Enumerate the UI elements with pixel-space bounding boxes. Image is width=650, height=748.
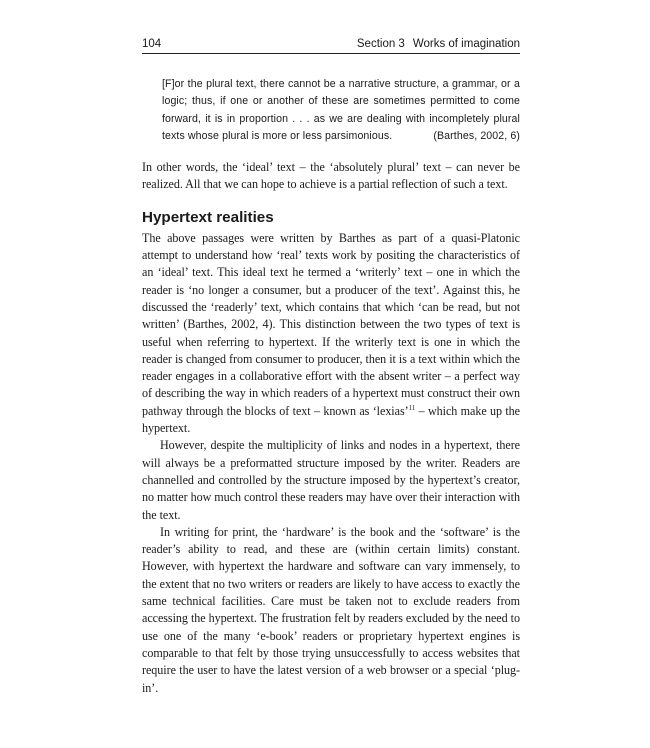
block-quote — [162, 76, 520, 145]
paragraph-ideal-text: In other words, the ‘ideal’ text – the ‘absolutely plural’ text – can never be realized. All that we can hope to achieve is a partial reflection of such a text. — [142, 160, 520, 192]
paragraph-barthes — [142, 230, 520, 438]
paragraph-structure: However, despite the multiplicity of links and nodes in a hypertext, there will always be a preformatted structure imposed by the writer. Readers are channelled and controlled by the structure imposed by the hypertext’s creator, no matter how much control these readers may have over their interaction with the text. — [142, 438, 520, 522]
quote-text: [F]or the plural text, there cannot be a narrative structure, a grammar, or a logic; thus, if one or another of these are sometimes permitted to come forward, it is in proportion . . . as we are dealing with incompletely plural texts whose plural is more or less parsimonious. — [162, 78, 520, 142]
footnote-marker[interactable]: 11 — [408, 403, 416, 412]
paragraph-barthes-text: The above passages were written by Barthes as part of a quasi-Platonic attempt to understand how ‘real’ texts work by positing the characteristics of an ‘ideal’ text. This ideal text he termed a ‘writerly’ text – one in which the reader is ‘no longer a consumer, but a producer of the text’. Against this, he discussed the ‘readerly’ text, which contains that which ‘can be read, but not written’ (Barthes, 2002, 4). This distinction between the two types of text is useful when referring to hypertext. If the writerly text is one in which the reader is changed from consumer to producer, then it is a text within which the reader engages in a collaborative effort with the absent writer – a perfect way of describing the way in which readers of a hypertext must construct their own pathway through the blocks of text – known as ‘lexias’ — [142, 230, 520, 418]
section-number: Section 3 — [356, 38, 405, 50]
section-heading: Hypertext realities — [142, 208, 274, 226]
running-head — [142, 38, 520, 54]
book-page — [142, 38, 520, 697]
page-number: 104 — [142, 38, 162, 50]
quote-citation: (Barthes, 2002, 6) — [433, 129, 520, 142]
section-label — [357, 38, 520, 50]
paragraph-hardware: In writing for print, the ‘hardware’ is the book and the ‘software’ is the reader’s ability to read, and these are (within certain limits) constant. However, with hypertext the hardware and software can vary immensely, to the extent that no two writers or readers are likely to have access to exactly the same technical facilities. Care must be taken not to exclude readers from accessing the hypertext. The frustration felt by readers excluded by the need to use one of the many ‘e-book’ readers or proprietary hypertext engines is comparable to that felt by those trying unsuccessfully to access websites that require the user to have the latest version of a web browser or a special ‘plug-in’. — [142, 524, 520, 695]
paragraph-barthes-end: – which make up the hypertext. — [142, 403, 520, 436]
section-title: Works of imagination — [412, 38, 520, 50]
